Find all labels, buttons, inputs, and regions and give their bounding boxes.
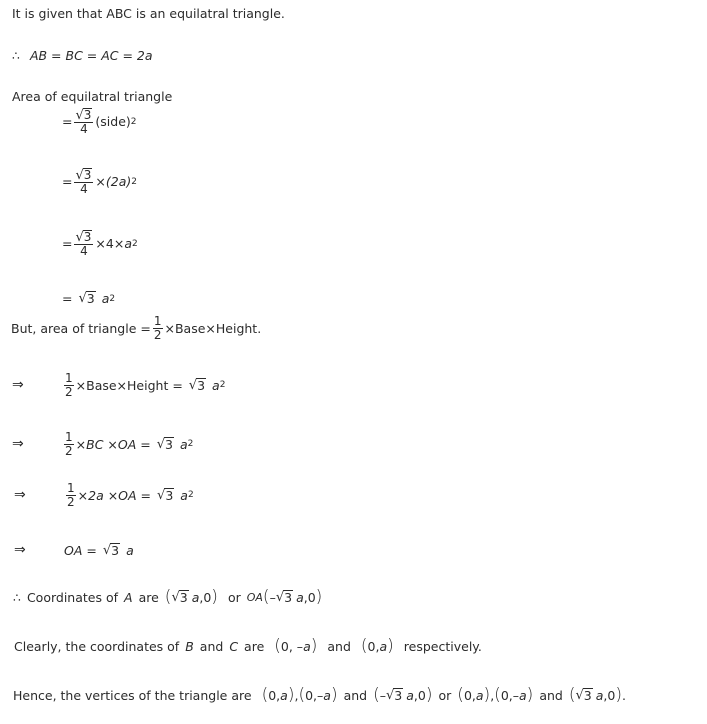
- denominator: 4: [80, 122, 88, 137]
- coordinates-of-b-c: Clearly, the coordinates of B and C are ( 0, – a ) and ( 0, a ) respectively.: [14, 636, 482, 656]
- fraction-root3-over-4: [74, 108, 93, 136]
- fraction-root3-over-4: [74, 168, 93, 196]
- exponent: 2: [131, 176, 137, 187]
- sqrt-3: √ 3: [188, 377, 206, 393]
- sqrt-3: √ 3: [157, 487, 174, 503]
- denominator: 4: [80, 182, 88, 197]
- sqrt-icon: √: [102, 542, 112, 558]
- equals-sign: =: [62, 174, 73, 190]
- sqrt-icon: √: [386, 688, 395, 703]
- implies-step-2: ⇒ $\frac{1}{2}$ ×BC ×OA = √ 3 a 2: [12, 430, 194, 458]
- sqrt-icon: √: [156, 436, 165, 452]
- fraction-one-half: $\frac{1}{2}$: [67, 481, 75, 509]
- area-heading-text: Area of equilatral triangle: [12, 89, 173, 104]
- sqrt-icon: √: [188, 377, 198, 393]
- sqrt-icon: √: [157, 487, 166, 503]
- side-term: (side): [95, 114, 131, 130]
- implies-step-4: [14, 542, 134, 558]
- fraction-one-half: $\frac{1}{2}$: [65, 430, 73, 458]
- sides-equation: [12, 48, 153, 63]
- 2a-oa-equation: ×2a ×OA =: [77, 487, 152, 503]
- sqrt-icon: √: [75, 229, 84, 245]
- times-2a-term: ×(2a): [95, 174, 132, 190]
- implies-step-3: ⇒ $\frac{1}{2}$ ×2a ×OA = √ 3 a 2: [14, 481, 194, 509]
- exponent: 2: [130, 116, 137, 127]
- implies-icon: ⇒: [14, 542, 26, 558]
- variable-a: a: [179, 436, 188, 452]
- times-4-term: ×4×: [95, 236, 125, 252]
- sqrt-3: √ 3: [102, 542, 120, 558]
- radicand: 3: [83, 168, 92, 182]
- therefore-symbol: ∴: [12, 48, 20, 63]
- variable-a: a: [126, 542, 134, 558]
- triangle-vertices: Hence, the vertices of the triangle are ( 0, a ) , ( 0,– a ) and ( – √ 3 a ,0 ) or ( 0, a ) , ( 0,– a ) and ( √ 3 a ,0 ) .: [13, 685, 626, 705]
- area-result: [62, 291, 115, 306]
- base-height-term: ×Base×Height.: [164, 320, 262, 336]
- implies-step-1: ⇒ $\frac{1}{2}$ ×Base×Height = √ 3 a 2: [12, 371, 226, 399]
- given-statement: [12, 6, 285, 21]
- sqrt-icon: √: [275, 590, 285, 605]
- variable-a: a: [101, 291, 110, 306]
- therefore-symbol: ∴: [13, 590, 21, 605]
- variable-a: a: [180, 487, 188, 503]
- sqrt-3: √ 3: [156, 436, 173, 452]
- equals-sign: =: [62, 114, 73, 130]
- implies-icon: ⇒: [12, 377, 24, 394]
- implies-icon: ⇒: [12, 436, 24, 453]
- area-formula-prefix: But, area of triangle =: [11, 320, 151, 336]
- given-text: It is given that ABC is an equilatral triangle.: [12, 6, 285, 21]
- variable-a: a: [212, 377, 220, 393]
- area-heading: [12, 89, 172, 104]
- radicand: 3: [83, 108, 92, 122]
- denominator: 4: [80, 244, 88, 259]
- area-step-2: [62, 168, 137, 196]
- area-formula-statement: [11, 315, 261, 341]
- oa-equation: OA =: [64, 542, 97, 558]
- equals-sign: =: [62, 236, 73, 252]
- exponent: 2: [109, 293, 116, 304]
- sides-text: AB = BC = AC = 2a: [29, 48, 153, 63]
- exponent: 2: [132, 238, 138, 249]
- equals-sign: =: [62, 291, 73, 306]
- area-step-1: [62, 108, 137, 136]
- radicand: 3: [86, 291, 95, 307]
- radicand: 3: [83, 230, 92, 244]
- sqrt-icon: √: [171, 590, 180, 605]
- fraction-root3-over-4: [74, 230, 93, 258]
- base-height-equation: ×Base×Height =: [75, 377, 183, 393]
- bc-oa-equation: ×BC ×OA =: [75, 436, 151, 452]
- sqrt-3: [78, 291, 95, 306]
- area-step-3: [62, 230, 138, 258]
- fraction-one-half: $\frac{1}{2}$: [153, 314, 162, 342]
- coordinates-of-a: ∴ Coordinates of A are ( √ 3 a ,0 ) or OA ( – √ 3 a ,0 ): [13, 587, 323, 607]
- variable-a: a: [124, 236, 132, 252]
- implies-icon: ⇒: [14, 487, 26, 504]
- sqrt-icon: √: [75, 167, 84, 183]
- sqrt-icon: √: [575, 688, 584, 703]
- sqrt-icon: √: [75, 107, 84, 123]
- sqrt-icon: √: [78, 291, 87, 306]
- fraction-one-half: $\frac{1}{2}$: [65, 371, 73, 399]
